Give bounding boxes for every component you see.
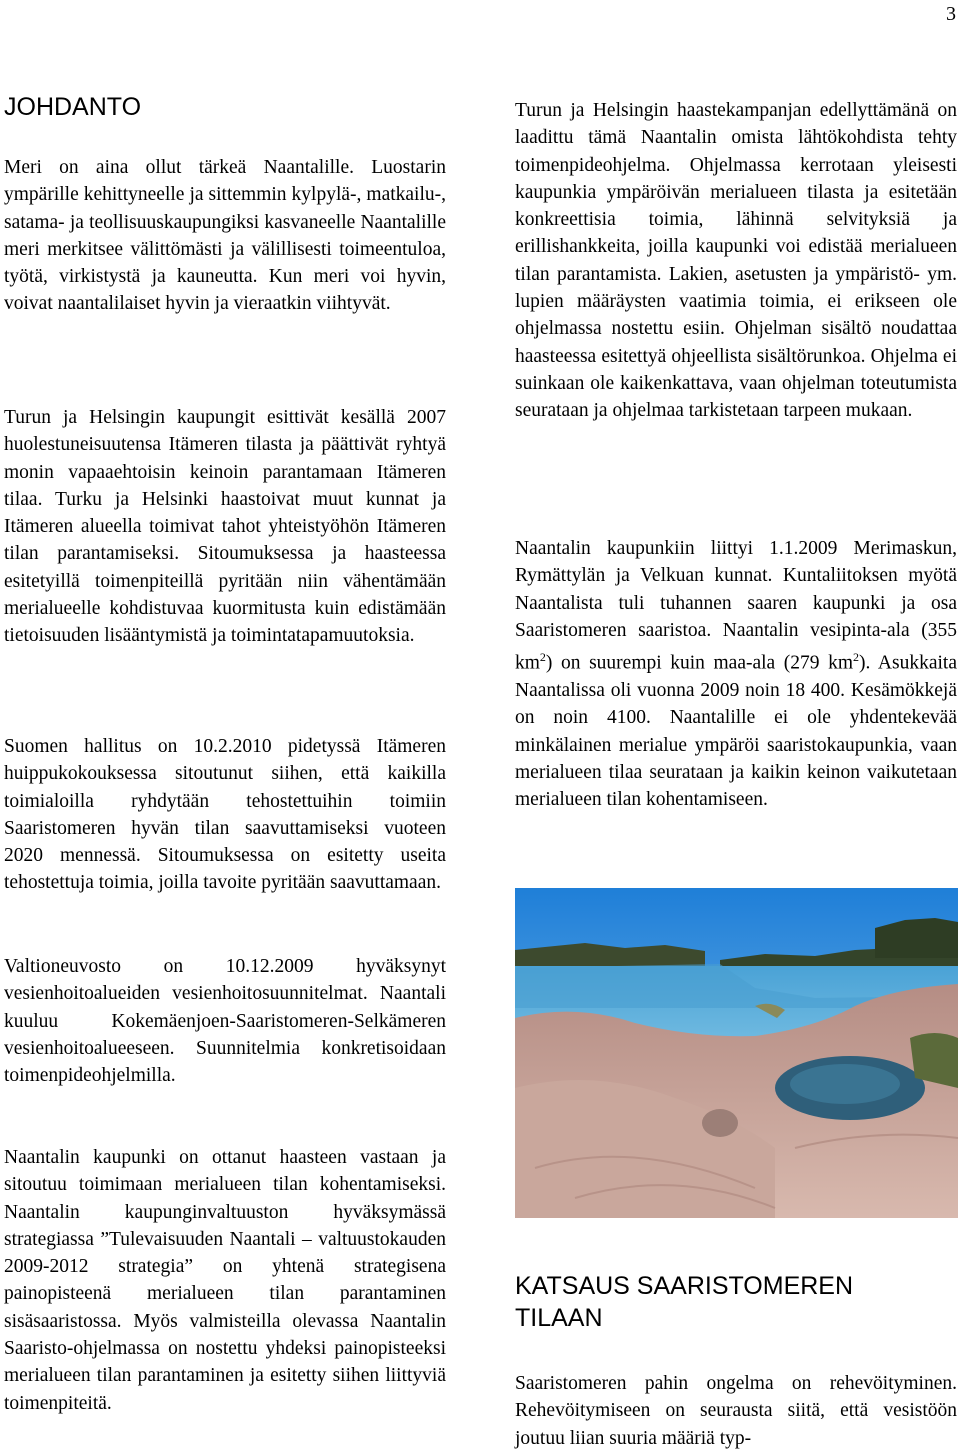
heading-katsaus: KATSAUS SAARISTOMEREN TILAAN: [515, 1272, 854, 1332]
paragraph-program: Turun ja Helsingin haastekampanjan edellyttämänä on laadittu tämä Naantalin omista lähtökohdista tehty toimenpideohjelma. Ohjelmassa kerrotaan yleisesti kaupunkia ympäröivän merialueen tilasta ja esitetään konkreettisia toimia, lähinnä selvityksiä ja erillishankkeita, joilla kaupunki voi edistää merialueen tilan parantamista. Lakien, asetusten ja ympäristö- ym. lupien määräysten vaatimia toimia, ei erikseen ole ohjelmassa nostettu esiin. Ohjelman sisältö noudattaa haasteessa esitettyä ohjeellista sisältörunkoa. Ohjelma ei suinkaan ole kaikenkattava, vaan ohjelman toteutumista seurataan ja ohjelmaa tarkistetaan tarpeen mukaan.: [515, 100, 957, 422]
superscript-2a: 2: [539, 650, 546, 665]
paragraph-turku-helsinki: Turun ja Helsingin kaupungit esittivät kesällä 2007 huolestuneisuutensa Itämeren tilasta ja päättivät ryhtyä monin vapaaehtoisin keinoin parantamaan Itämeren tilaa. Turku ja Helsinki haastoivat muut kunnat ja Itämeren alueella toimivat tahot yhteistyöhön Itämeren tilan parantamiseksi. Sitoumuksessa ja haasteessa esitetyillä toimenpiteillä pyritään niin vähentämään merialueelle kohdistuvaa kuormitusta kuin edistämään tietoisuuden lisääntymistä ja toimintatapamuutoksia.: [4, 407, 446, 647]
page-number: 3: [946, 3, 956, 25]
paragraph-naantali-commitment: Naantalin kaupunki on ottanut haasteen vastaan ja sitoutuu toimimaan merialueen tilan kohentamiseksi. Naantalin kaupunginvaltuuston hyväksymässä strategiassa ”Tulevaisuuden Naantali – valtuustokauden 2009-2012 strategia” on yhtenä strategisena painopisteenä merialueen tilan parantaminen sisäsaaristossa. Myös valmisteilla olevassa Naantalin Saaristo-ohjelmassa on nostettu yhdeksi painopisteeksi merialueen tilan parantaminen ja esitetty siihen liittyviä toimenpiteitä.: [4, 1147, 446, 1414]
heading-johdanto: JOHDANTO: [4, 93, 142, 121]
paragraph-council: Valtioneuvosto on 10.12.2009 hyväksynyt vesienhoitoalueiden vesienhoitosuunnitelmat. Naantali kuuluu Kokemäenjoen-Saaristomeren-Selkämeren vesienhoitoalueeseen. Suunnitelmia konkretisoidaan toimenpideohjelmilla.: [4, 956, 446, 1087]
municipality-middle: ) on suurempi kuin maa-ala (279 km: [545, 652, 854, 674]
municipality-intro: Naantalin kaupunkiin liittyi 1.1.2009 Merimaskun, Rymättylän ja Velkuan kunnat. Kuntaliitoksen myötä Naantalista tuli tuhannen saaren kaupunki ja osa Saaristomeren saaristoa. Naantalin vesipinta-ala (355 km: [515, 538, 957, 674]
paragraph-government: Suomen hallitus on 10.2.2010 pidetyssä Itämeren huippukokouksessa sitoutunut siihen, että kaikilla toimialoilla ryhdytään tehostettuihin toimiin Saaristomeren hyvän tilan saavuttamiseksi vuoteen 2020 mennessä. Sitoumuksessa on esitetty useita tehostettuja toimia, joilla tavoite pyritään saavuttamaan.: [4, 736, 446, 894]
municipality-outro: ). Asukkaita Naantalissa oli vuonna 2009 noin 18 400. Kesämökkejä on noin 4100. Naantalille ei ole yhdentekevää minkälainen merialue ympäröi saaristokaupunkia, vaan merialueen tilaa seurataan ja kaikin keinon vaikutetaan merialueen tilan kohentamiseen.: [515, 652, 957, 811]
paragraph-eutrophication: Saaristomeren pahin ongelma on rehevöityminen. Rehevöitymiseen on seurausta siitä, että vesistöön joutuu liian suuria määriä typ-: [515, 1373, 957, 1449]
archipelago-photo: [515, 888, 958, 1218]
superscript-2b: 2: [853, 650, 860, 665]
paragraph-intro: Meri on aina ollut tärkeä Naantalille. Luostarin ympärille kehittyneelle ja sittemmin kylpylä-, matkailu-, satama- ja teollisuuskaupungiksi kasvaneelle Naantalille meri merkitsee välittömästi ja välillisesti toimeentuloa, työtä, virkistystä ja kauneutta. Kun meri voi hyvin, voivat naantalilaiset hyvin ja vieraatkin viihtyvät.: [4, 157, 446, 315]
paragraph-municipality: [515, 535, 957, 813]
